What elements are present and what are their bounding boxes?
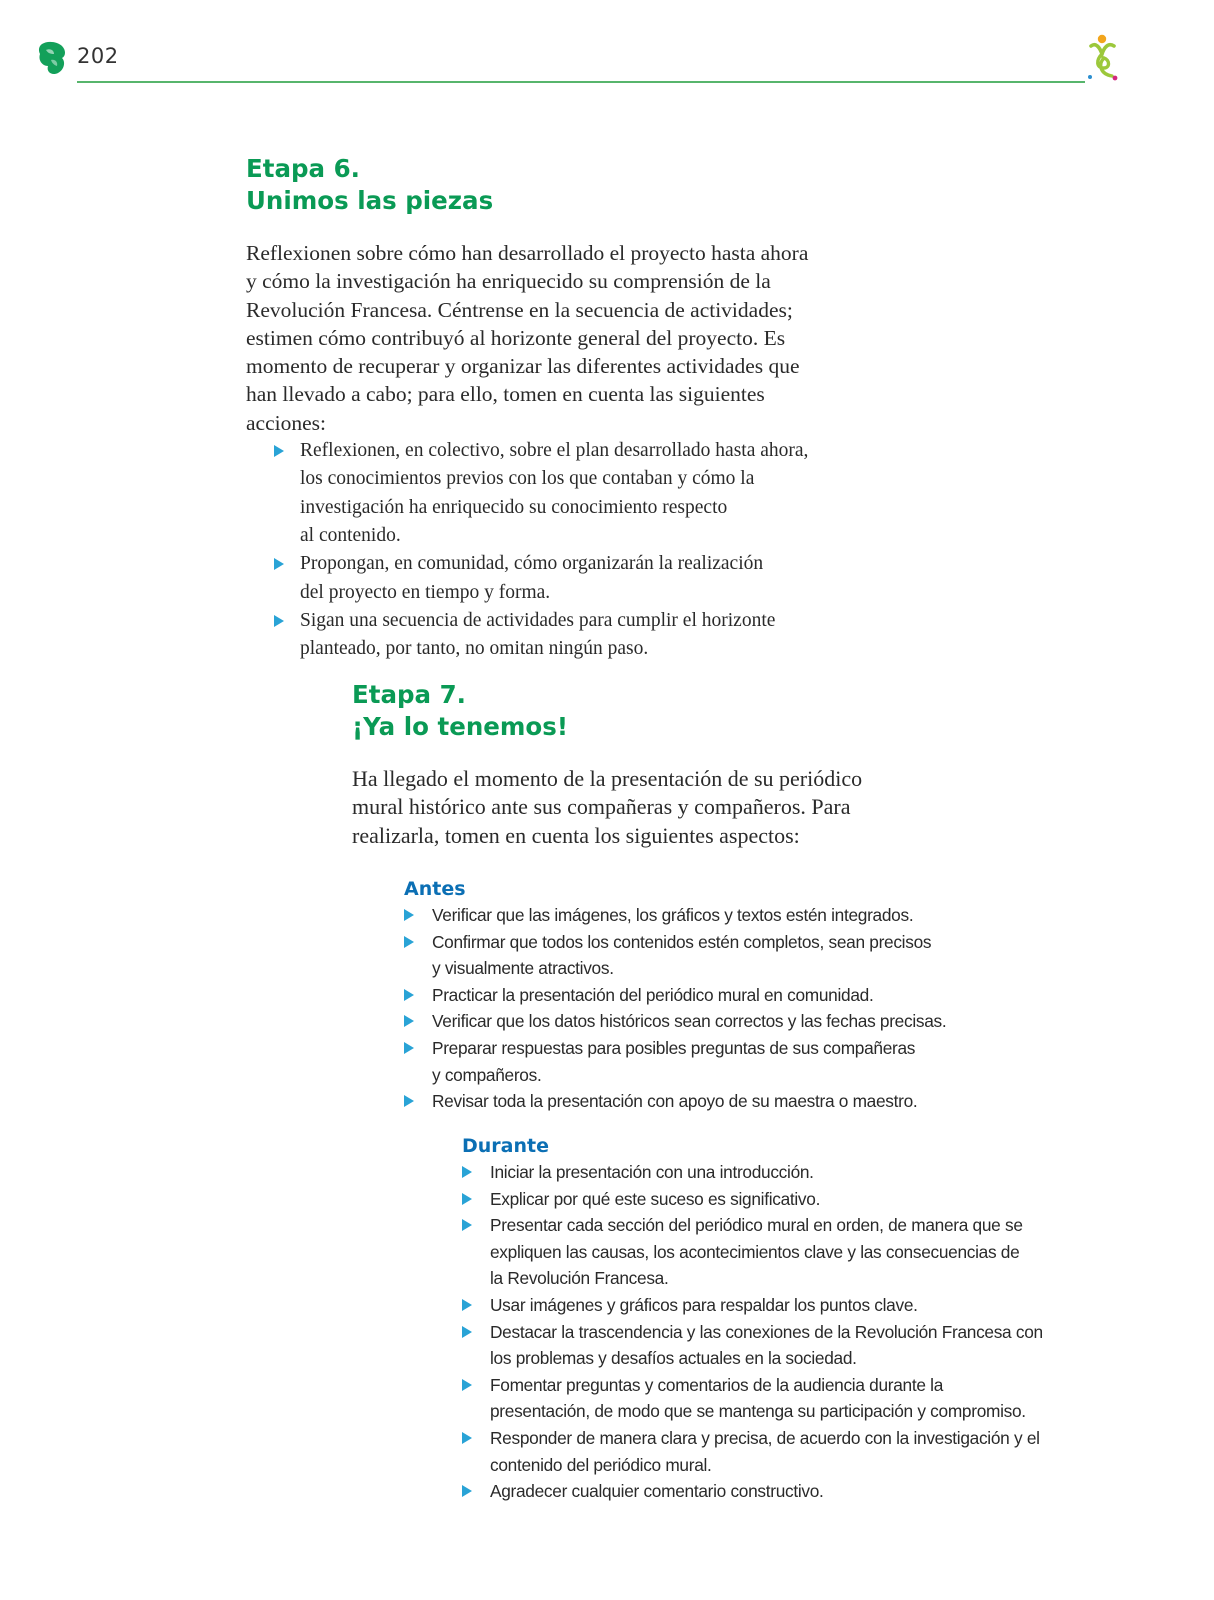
triangle-bullet-icon [274,558,284,570]
etapa-6-subtitle: Unimos las piezas [246,186,494,215]
triangle-bullet-icon [462,1379,472,1391]
paragraph-line: Ha llegado el momento de la presentación de su periódico [352,766,863,791]
durante-list [462,1159,1102,1505]
paragraph-line: realizarla, tomen en cuenta los siguientes aspectos: [352,822,800,848]
triangle-bullet-icon [274,615,284,627]
paragraph-line: Reflexionen sobre cómo han desarrollado el proyecto hasta ahora [246,241,809,265]
triangle-bullet-icon [274,445,284,457]
green-leaf-emblem-icon [36,40,68,76]
etapa-6-actions-list [274,437,866,663]
triangle-bullet-icon [462,1432,472,1444]
list-item: Responder de manera clara y precisa, de acuerdo con la investigación y el contenido del periódico mural. [462,1425,1102,1478]
antes-list [404,902,1024,1115]
list-item: Verificar que las imágenes, los gráficos y textos estén integrados. [404,902,1024,929]
triangle-bullet-icon [404,989,414,1001]
triangle-bullet-icon [404,909,414,921]
triangle-bullet-icon [404,1042,414,1054]
list-item: Agradecer cualquier comentario constructivo. [462,1478,1102,1505]
paragraph-line: han llevado a cabo; para ello, tomen en cuenta las siguientes [246,382,765,407]
list-item: Iniciar la presentación con una introducción. [462,1159,1102,1186]
antes-heading: Antes [404,878,466,900]
list-item: Confirmar que todos los contenidos estén completos, sean precisos y visualmente atractivos. [404,929,1024,982]
triangle-bullet-icon [404,1095,414,1107]
etapa-7-title: Etapa 7. [352,680,466,709]
list-item: Destacar la trascendencia y las conexiones de la Revolución Francesa con los problemas y desafíos actuales en la sociedad. [462,1319,1102,1372]
list-item: Preparar respuestas para posibles preguntas de sus compañeras y compañeros. [404,1035,1024,1088]
paragraph-line: estimen cómo contribuyó al horizonte general del proyecto. Es [246,325,786,350]
list-item: Fomentar preguntas y comentarios de la audiencia durante la presentación, de modo que se mantenga su participación y compromiso. [462,1372,1102,1425]
page-header [0,0,1214,100]
list-item: Usar imágenes y gráficos para respaldar los puntos clave. [462,1292,1102,1319]
triangle-bullet-icon [404,1015,414,1027]
paragraph-line: mural histórico ante sus compañeras y compañeros. Para [352,794,851,820]
etapa-7-paragraph [352,765,952,850]
paragraph-line: momento de recuperar y organizar las diferentes actividades que [246,354,800,379]
etapa-6-paragraph [246,239,866,437]
triangle-bullet-icon [462,1193,472,1205]
durante-heading: Durante [462,1135,549,1157]
etapa-6-section [246,153,866,663]
etapa-7-section [352,679,952,850]
triangle-bullet-icon [462,1485,472,1497]
list-item: Verificar que los datos históricos sean correctos y las fechas precisas. [404,1008,1024,1035]
page-number: 202 [77,44,119,68]
list-item: Propongan, en comunidad, cómo organizarán la realización del proyecto en tiempo y forma. [274,550,866,607]
triangle-bullet-icon [462,1326,472,1338]
list-item: Explicar por qué este suceso es significativo. [462,1186,1102,1213]
header-rule [77,81,1085,83]
triangle-bullet-icon [462,1219,472,1231]
paragraph-line: Revolución Francesa. Céntrense en la secuencia de actividades; [246,297,793,322]
list-item: Revisar toda la presentación con apoyo de su maestra o maestro. [404,1088,1024,1115]
list-item: Sigan una secuencia de actividades para cumplir el horizonte planteado, por tanto, no omitan ningún paso. [274,607,866,664]
paragraph-line: acciones: [246,410,326,435]
antes-section [404,876,1024,1115]
list-item: Practicar la presentación del periódico mural en comunidad. [404,982,1024,1009]
triangle-bullet-icon [462,1166,472,1178]
list-item: Reflexionen, en colectivo, sobre el plan desarrollado hasta ahora, los conocimientos previos con los que contaban y cómo la investigación ha enriquecido su conocimiento respecto al contenido. [274,437,866,550]
triangle-bullet-icon [462,1299,472,1311]
list-item: Presentar cada sección del periódico mural en orden, de manera que se expliquen las causas, los acontecimientos clave y las consecuencias de la Revolución Francesa. [462,1212,1102,1292]
paragraph-line: y cómo la investigación ha enriquecido su comprensión de la [246,269,771,294]
etapa-7-subtitle: ¡Ya lo tenemos! [352,712,568,741]
etapa-6-title: Etapa 6. [246,154,360,183]
triangle-bullet-icon [404,936,414,948]
colorful-figure-logo-icon [1088,34,1140,86]
durante-section [462,1133,1102,1505]
